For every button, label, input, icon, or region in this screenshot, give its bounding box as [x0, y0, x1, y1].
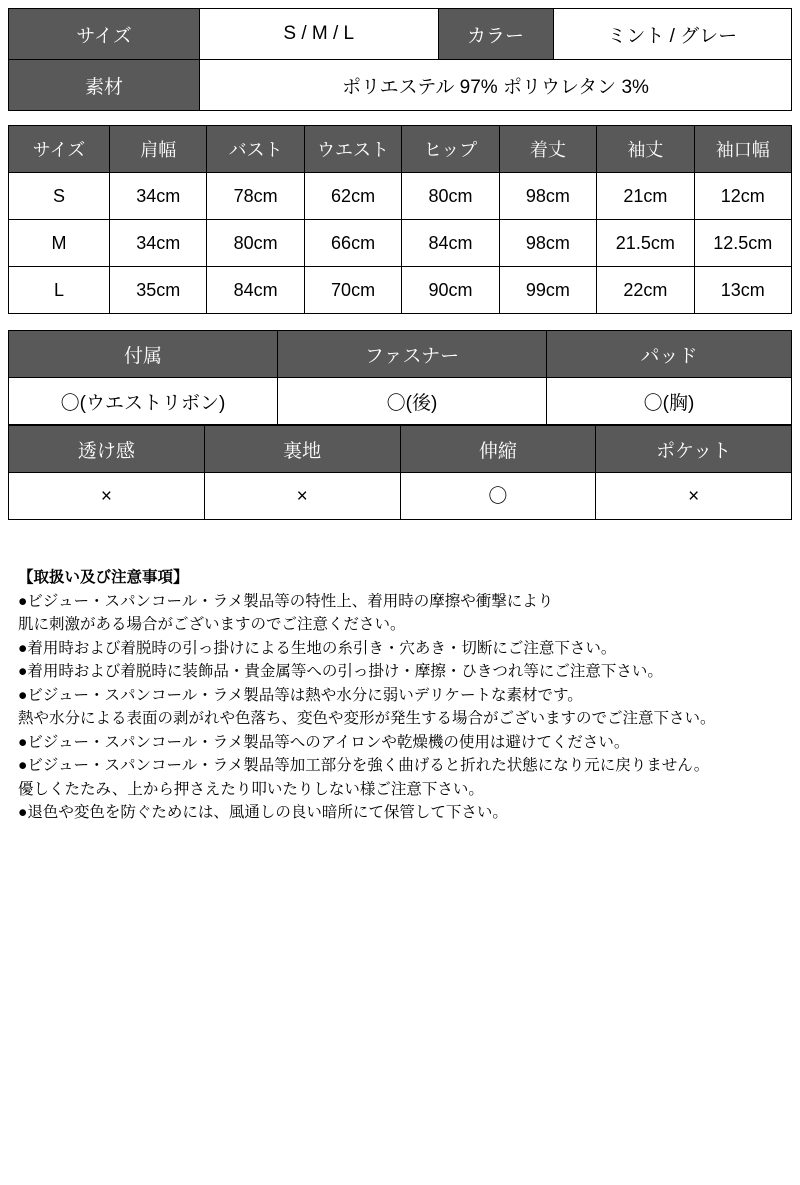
measure-cell: 70cm — [304, 267, 401, 314]
table-row — [9, 267, 792, 314]
cell-color-value: ミント / グレー — [553, 9, 792, 60]
measure-header-hip: ヒップ — [402, 126, 499, 173]
care-instructions-line: ●ビジュー・スパンコール・ラメ製品等は熱や水分に弱いデリケートな素材です。 — [18, 686, 583, 704]
table-row — [9, 60, 792, 111]
measure-cell: M — [9, 220, 110, 267]
cell-color-label: カラー — [438, 9, 553, 60]
cell-material-value: ポリエステル 97% ポリウレタン 3% — [200, 60, 792, 111]
measure-cell: 99cm — [499, 267, 596, 314]
attachment-value-pad: 〇(胸) — [547, 378, 792, 425]
measure-cell: 78cm — [207, 173, 304, 220]
property-header-sheer: 透け感 — [9, 426, 205, 473]
measure-cell: 84cm — [402, 220, 499, 267]
measure-cell: L — [9, 267, 110, 314]
measure-header-cuff: 袖口幅 — [694, 126, 791, 173]
measure-cell: 98cm — [499, 220, 596, 267]
property-header-lining: 裏地 — [204, 426, 400, 473]
table-row — [9, 473, 792, 520]
measure-cell: 66cm — [304, 220, 401, 267]
attachment-table — [8, 330, 792, 425]
measure-cell: 80cm — [402, 173, 499, 220]
basic-info-table — [8, 8, 792, 111]
property-table — [8, 425, 792, 520]
table-header-row — [9, 126, 792, 173]
property-value-pocket: × — [596, 473, 792, 520]
cell-size-label: サイズ — [9, 9, 200, 60]
property-value-sheer: × — [9, 473, 205, 520]
table-row — [9, 173, 792, 220]
measurement-table — [8, 125, 792, 314]
measure-cell: 12.5cm — [694, 220, 791, 267]
property-value-lining: × — [204, 473, 400, 520]
measure-header-size: サイズ — [9, 126, 110, 173]
care-instructions-title: 【取扱い及び注意事項】 — [18, 569, 189, 586]
measure-cell: 84cm — [207, 267, 304, 314]
measure-cell: 98cm — [499, 173, 596, 220]
table-header-row — [9, 426, 792, 473]
attachment-header-zipper: ファスナー — [278, 331, 547, 378]
care-instructions-line: 肌に刺激がある場合がございますのでご注意ください。 — [18, 616, 406, 634]
measure-cell: 21cm — [597, 173, 694, 220]
attachment-value-zipper: 〇(後) — [278, 378, 547, 425]
care-instructions-line: ●着用時および着脱時に装飾品・貴金属等への引っ掛け・摩擦・ひきつれ等にご注意下さい。 — [18, 663, 663, 681]
care-instructions-line: 優しくたたみ、上から押さえたり叩いたりしない様ご注意下さい。 — [18, 780, 484, 798]
bottom-spacer — [8, 825, 792, 1185]
measure-cell: 35cm — [110, 267, 207, 314]
measure-header-waist: ウエスト — [304, 126, 401, 173]
table-row — [9, 220, 792, 267]
cell-material-label: 素材 — [9, 60, 200, 111]
table-row — [9, 9, 792, 60]
care-instructions-line: ●ビジュー・スパンコール・ラメ製品等の特性上、着用時の摩擦や衝撃により — [18, 592, 554, 610]
measure-cell: 12cm — [694, 173, 791, 220]
measure-cell: 80cm — [207, 220, 304, 267]
measure-header-bust: バスト — [207, 126, 304, 173]
table-row — [9, 378, 792, 425]
care-instructions-line: ●ビジュー・スパンコール・ラメ製品等加工部分を強く曲げると折れた状態になり元に戻りません。 — [18, 757, 710, 775]
attachment-value-accessory: 〇(ウエストリボン) — [9, 378, 278, 425]
property-header-pocket: ポケット — [596, 426, 792, 473]
property-header-stretch: 伸縮 — [400, 426, 596, 473]
measure-cell: 90cm — [402, 267, 499, 314]
care-instructions — [8, 566, 792, 825]
care-instructions-line: ●ビジュー・スパンコール・ラメ製品等へのアイロンや乾燥機の使用は避けてください。 — [18, 733, 630, 751]
cell-size-value: S / M / L — [200, 9, 439, 60]
table-header-row — [9, 331, 792, 378]
measure-cell: 62cm — [304, 173, 401, 220]
measure-cell: 34cm — [110, 220, 207, 267]
attachment-header-accessory: 付属 — [9, 331, 278, 378]
measure-header-sleeve: 袖丈 — [597, 126, 694, 173]
measure-cell: 22cm — [597, 267, 694, 314]
attachment-header-pad: パッド — [547, 331, 792, 378]
measure-header-length: 着丈 — [499, 126, 596, 173]
measure-cell: 13cm — [694, 267, 791, 314]
measure-cell: 21.5cm — [597, 220, 694, 267]
care-instructions-line: ●退色や変色を防ぐためには、風通しの良い暗所にて保管して下さい。 — [18, 804, 508, 822]
care-instructions-line: ●着用時および着脱時の引っ掛けによる生地の糸引き・穴あき・切断にご注意下さい。 — [18, 639, 617, 657]
care-instructions-line: 熱や水分による表面の剥がれや色落ち、変色や変形が発生する場合がございますのでご注意下さい。 — [18, 710, 716, 728]
property-value-stretch: 〇 — [400, 473, 596, 520]
measure-cell: 34cm — [110, 173, 207, 220]
measure-header-shoulder: 肩幅 — [110, 126, 207, 173]
measure-cell: S — [9, 173, 110, 220]
